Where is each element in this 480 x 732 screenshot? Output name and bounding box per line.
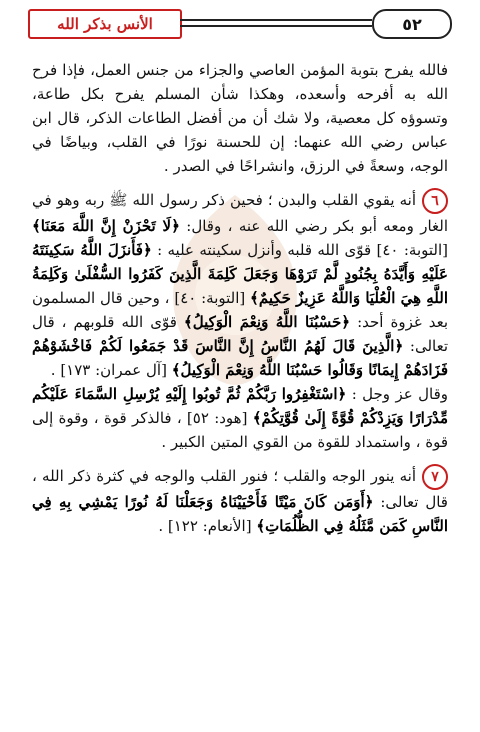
paragraph-text: [الأنعام: ١٢٢] . [158,517,257,535]
paragraph-text: وقال عز وجل : [346,385,448,403]
quran-verse: ﴿فَأَنزَلَ اللَّهُ سَكِينَتَهُ عَلَيْهِ وَأَيَّدَهُ بِجُنُودٍ لَّمْ تَرَوْهَا وَجَعَلَ كَلِمَةَ الَّذِينَ كَفَرُوا السُّفْلَىٰ وَكَلِمَةُ اللَّهِ هِيَ الْعُلْيَا وَاللَّهُ عَزِيزٌ حَكِيمٌ﴾ [32,241,449,307]
quran-verse: ﴿حَسْبُنَا اللَّهُ وَنِعْمَ الْوَكِيلُ﴾ [183,313,351,331]
quran-verse: ﴿أَوَمَن كَانَ مَيْتًا فَأَحْيَيْنَاهُ وَجَعَلْنَا لَهُ نُورًا يَمْشِي بِهِ فِي النَّاسِ كَمَن مَّثَلُهُ فِي الظُّلُمَاتِ﴾ [32,493,448,535]
book-title-box [28,9,182,39]
header-rule [180,25,372,27]
paragraph-intro [32,58,448,178]
paragraph-text: [هود: ٥٢] ، فالذكر قوة ، وقوة إلى قوة ، واستمداد للقوة من القوي المتين الكبير . [32,409,448,451]
paragraph-text: [التوبة: ٤٠] قوّى الله قلبه وأنزل سكينته عليه : [151,241,448,259]
paragraph-text: قوّى الله قلوبهم ، قال تعالى: [32,313,448,355]
point-number-badge: ٦ [422,188,448,214]
page-body [32,58,448,548]
page-number: ٥٢ [372,9,452,39]
quran-verse: ﴿الَّذِينَ قَالَ لَهُمُ النَّاسُ إِنَّ النَّاسَ قَدْ جَمَعُوا لَكُمْ فَاخْشَوْهُمْ فَزَادَهُمْ إِيمَانًا وَقَالُوا حَسْبُنَا اللَّهُ وَنِعْمَ الْوَكِيلُ﴾ [32,337,448,379]
paragraph-text: [التوبة: ٤٠] ، وحين قال المسلمون بعد غزوة أحد: [32,289,448,331]
paragraph-text: [آل عمران: ١٧٣] . [50,361,172,379]
point-7 [32,464,448,538]
point-6 [32,188,448,454]
quran-verse: ﴿اسْتَغْفِرُوا رَبَّكُمْ ثُمَّ تُوبُوا إِلَيْهِ يُرْسِلِ السَّمَاءَ عَلَيْكُم مِّدْرَارًا وَيَزِدْكُمْ قُوَّةً إِلَىٰ قُوَّتِكُمْ﴾ [32,385,448,427]
point-number-badge: ٧ [422,464,448,490]
page-header [28,6,452,40]
paragraph-text: أنه ينور الوجه والقلب ؛ فنور القلب والوجه في كثرة ذكر الله ، قال تعالى: [32,467,448,511]
book-title: الأنس بذكر الله [57,15,153,33]
paragraph-text: فالله يفرح بتوبة المؤمن العاصي والجزاء من جنس العمل، فإذا فرح الله به أفرحه وأسعده، وهكذا شأن المسلم يفرح بكل طاعة، وتسوؤه كل معصية، ولا شك أن من أفضل الطاعات الذكر، قال ابن عباس رضي الله عنهما: إن للحسنة نورًا في القلب، وبياضًا في الوجه، وسعةً في الرزق، وانشراحًا في الصدر . [32,61,448,175]
header-rule [180,19,372,21]
quran-verse: ﴿لَا تَحْزَنْ إِنَّ اللَّهَ مَعَنَا﴾ [32,217,180,235]
paragraph-text: أنه يقوي القلب والبدن ؛ فحين ذكر رسول الله ﷺ ربه وهو في الغار ومعه أبو بكر رضي الله عنه ، وقال: [32,191,448,235]
